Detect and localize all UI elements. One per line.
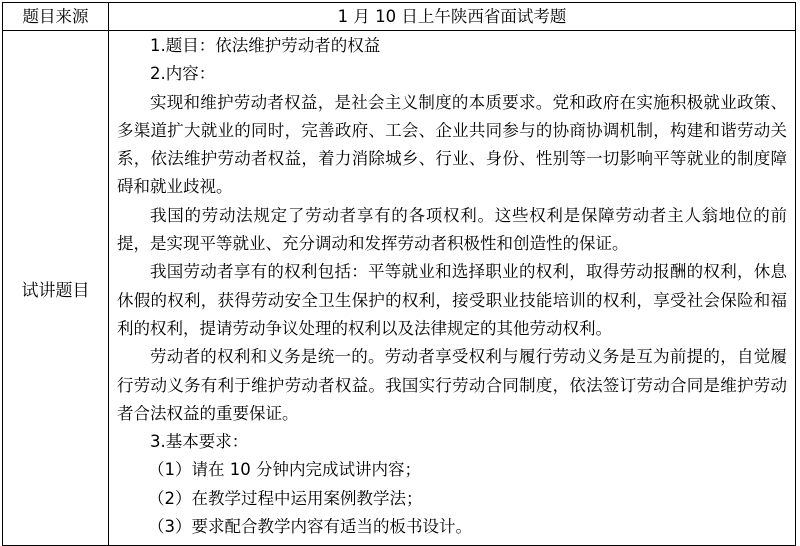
requirement-item-1: （1）请在 10 分钟内完成试讲内容； (148, 460, 421, 480)
content-paragraph-2: 我国的劳动法规定了劳动者享有的各项权利。这些权利是保障劳动者主人翁地位的前提，是实现平等就业、充分调动和发挥劳动者积极性和创造性的保证。 (117, 205, 787, 254)
question-row (3, 31, 796, 546)
content-paragraph-4: 劳动者的权利和义务是统一的。劳动者享受权利与履行劳动义务是互为前提的，自觉履行劳动义务有利于维护劳动者权益。我国实行劳动合同制度，依法签订劳动合同是维护劳动者合法权益的重要保证。 (117, 347, 787, 423)
content-paragraph-3: 我国劳动者享有的权利包括：平等就业和选择职业的权利，取得劳动报酬的权利，休息休假的权利，获得劳动安全卫生保护的权利，接受职业技能培训的权利，享受社会保险和福利的权利，提请劳动争议处理的权利以及法律规定的其他劳动权利。 (117, 262, 787, 338)
requirement-item-3: （3）要求配合教学内容有适当的板书设计。 (148, 517, 472, 537)
source-row (3, 3, 796, 31)
topic-line: 1.题目：依法维护劳动者的权益 (150, 36, 381, 55)
question-content (109, 31, 796, 546)
content-paragraph-1: 实现和维护劳动者权益，是社会主义制度的本质要求。党和政府在实施积极就业政策、多渠道扩大就业的同时，完善政府、工会、企业共同参与的协商协调机制，构建和谐劳动关系，依法维护劳动者权益，着力消除城乡、行业、身份、性别等一切影响平等就业的制度障碍和就业歧视。 (117, 92, 787, 197)
content-heading: 2.内容： (150, 64, 216, 84)
requirements-heading: 3.基本要求： (150, 432, 249, 452)
source-value: 1 月 10 日上午陕西省面试考题 (109, 3, 796, 31)
requirement-item-2: （2）在教学过程中运用案例教学法； (148, 488, 423, 508)
exam-question-table (2, 2, 796, 546)
source-label: 题目来源 (3, 3, 109, 31)
question-label: 试讲题目 (3, 31, 109, 546)
